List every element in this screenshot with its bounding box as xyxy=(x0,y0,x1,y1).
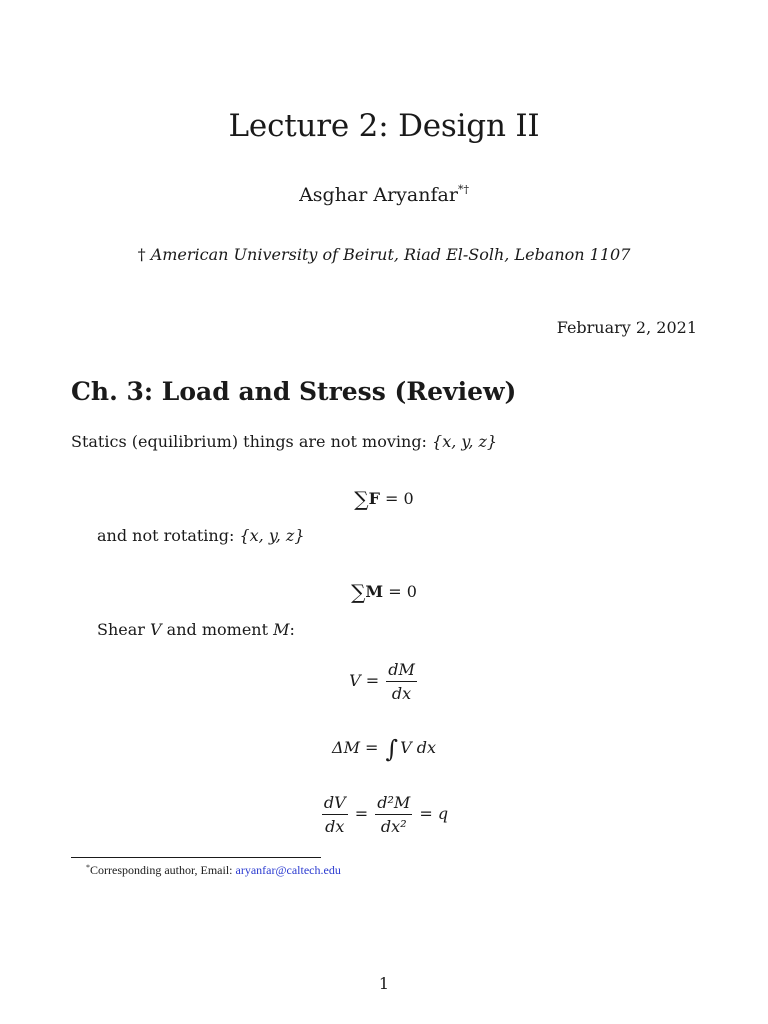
footnote xyxy=(86,863,341,878)
shear-suffix: : xyxy=(289,620,295,639)
load-equation xyxy=(0,793,768,836)
delta-eq-lhs: ΔM = xyxy=(332,738,384,757)
shear-eq-lhs: V = xyxy=(349,671,385,690)
moment-rhs: = 0 xyxy=(383,582,417,601)
rotating-text: and not rotating: xyxy=(97,526,240,545)
footnote-mark: * xyxy=(86,863,90,872)
force-variable: F xyxy=(368,489,380,508)
load-numerator-2: d²M xyxy=(375,793,412,815)
shear-denominator: dx xyxy=(391,684,412,703)
load-rhs: = q xyxy=(414,804,449,823)
rotating-paragraph xyxy=(97,526,305,545)
affiliation xyxy=(0,245,768,264)
delta-eq-rhs: V dx xyxy=(400,738,436,757)
footnote-text: Corresponding author, Email: xyxy=(90,863,236,877)
statics-text: Statics (equilibrium) things are not moving: xyxy=(71,432,433,451)
statics-paragraph xyxy=(71,432,497,451)
date: February 2, 2021 xyxy=(556,318,697,337)
email-link[interactable]: aryanfar@caltech.edu xyxy=(235,863,341,877)
moment-variable-inline: M xyxy=(273,620,290,639)
load-denominator-1: dx xyxy=(325,817,345,836)
author-name: Asghar Aryanfar xyxy=(299,184,458,206)
rotating-set: {x, y, z} xyxy=(239,526,305,545)
integral-symbol: ∫ xyxy=(385,735,399,763)
footnote-rule xyxy=(71,857,321,858)
statics-set: {x, y, z} xyxy=(432,432,498,451)
delta-moment-equation xyxy=(0,735,768,763)
load-equals: = xyxy=(349,804,374,823)
page-number: 1 xyxy=(378,974,390,993)
force-sum-symbol: ∑ xyxy=(354,487,369,511)
affiliation-dagger: † xyxy=(137,245,146,264)
shear-variable: V xyxy=(150,620,162,639)
load-fraction-2 xyxy=(375,793,412,836)
shear-mid: and moment xyxy=(161,620,274,639)
load-fraction-1 xyxy=(322,793,348,836)
force-rhs: = 0 xyxy=(379,489,414,508)
shear-numerator: dM xyxy=(386,660,417,682)
affiliation-text: American University of Beirut, Riad El-Solh, Lebanon 1107 xyxy=(150,245,631,264)
moment-variable: M xyxy=(365,582,384,601)
shear-fraction xyxy=(386,660,417,703)
load-numerator-1: dV xyxy=(322,793,348,815)
shear-paragraph xyxy=(97,620,295,639)
author-marks: *† xyxy=(457,183,469,196)
section-heading: Ch. 3: Load and Stress (Review) xyxy=(71,377,517,406)
shear-equation xyxy=(0,660,768,703)
load-denominator-2: dx² xyxy=(380,817,407,836)
shear-prefix: Shear xyxy=(97,620,151,639)
moment-equation xyxy=(0,580,768,604)
paper-title: Lecture 2: Design II xyxy=(228,108,540,144)
author-line xyxy=(0,183,768,206)
moment-sum-symbol: ∑ xyxy=(351,580,366,604)
force-equation xyxy=(0,487,768,511)
